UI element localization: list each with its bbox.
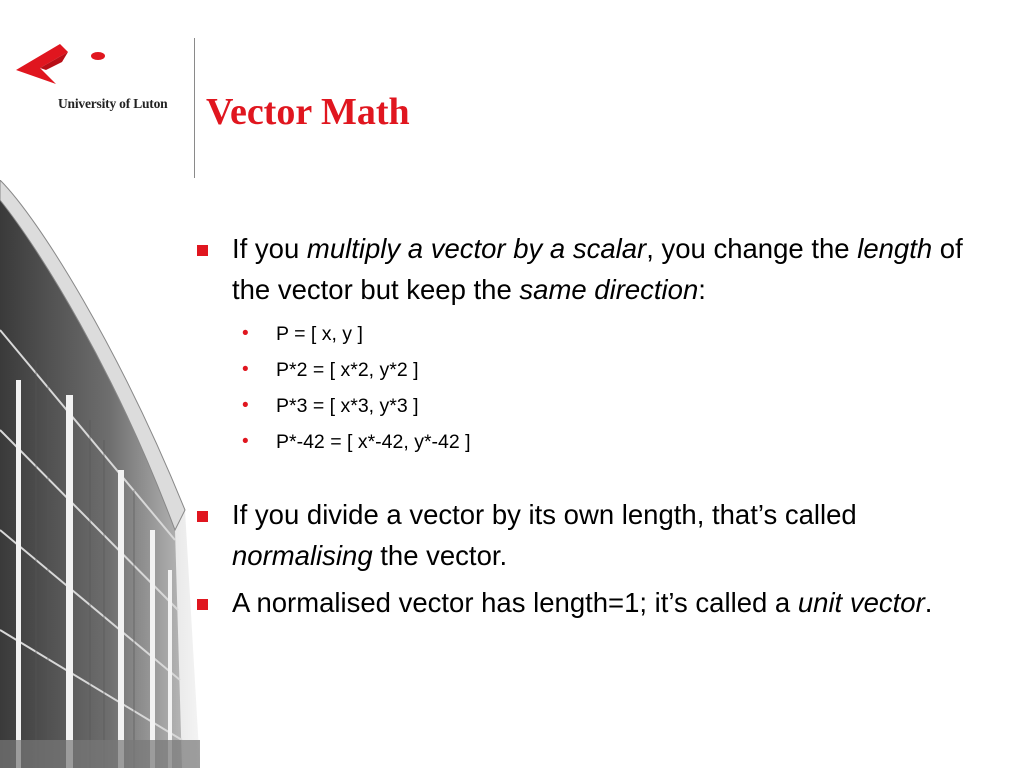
logo-text: University of Luton — [58, 96, 168, 111]
sub-bullet: • P*2 = [ x*2, y*2 ] — [196, 352, 996, 388]
sub-bullet: • P*3 = [ x*3, y*3 ] — [196, 388, 996, 424]
dot-bullet-icon: • — [242, 431, 249, 452]
university-logo — [0, 0, 190, 180]
header-divider — [194, 38, 195, 178]
sub-bullet: • P = [ x, y ] — [196, 316, 996, 352]
bullet-multiply-scalar: If you multiply a vector by a scalar, you change the length of the vector but keep the same direction: — [196, 228, 996, 310]
building-photo — [0, 180, 200, 768]
dot-bullet-icon: • — [242, 359, 249, 380]
slide-body — [196, 228, 996, 623]
dot-bullet-icon: • — [242, 395, 249, 416]
square-bullet-icon — [197, 511, 208, 522]
square-bullet-icon — [197, 245, 208, 256]
slide-title: Vector Math — [206, 91, 410, 133]
dot-bullet-icon: • — [242, 323, 249, 344]
luton-logo-icon — [12, 42, 112, 90]
square-bullet-icon — [197, 599, 208, 610]
bullet-normalising: If you divide a vector by its own length, that’s called normalising the vector. — [196, 494, 996, 576]
bullet-unit-vector: A normalised vector has length=1; it’s called a unit vector. — [196, 582, 996, 623]
sub-bullet: • P*-42 = [ x*-42, y*-42 ] — [196, 424, 996, 460]
